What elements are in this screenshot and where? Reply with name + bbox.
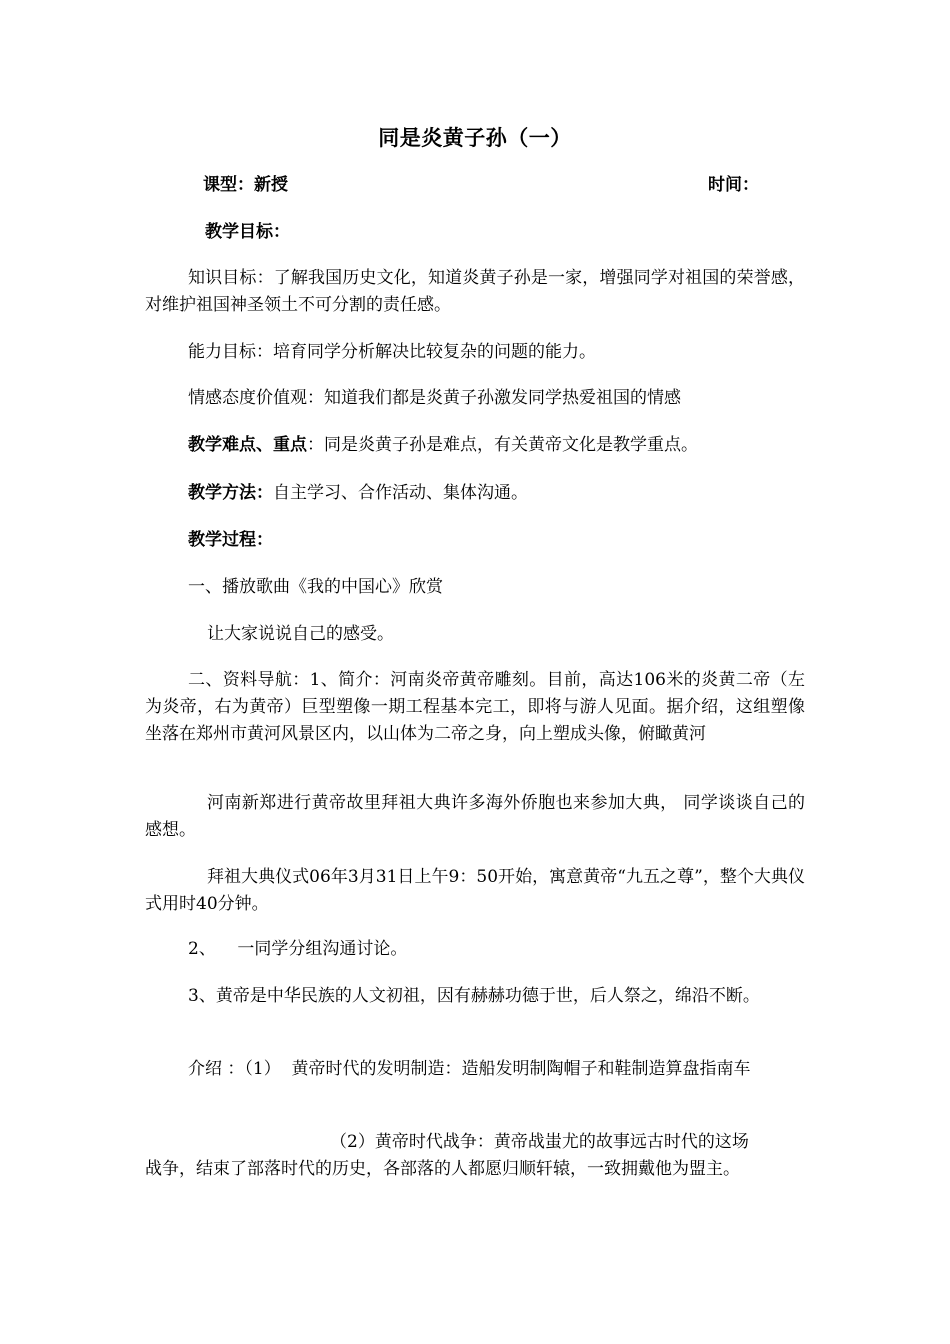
war-line-2: 战争，结束了部落时代的历史，各部落的人都愿归顺轩辕，一致拥戴他为盟主。 xyxy=(145,1159,740,1179)
document-title: 同是炎黄子孙（一） xyxy=(378,125,572,150)
objectives-heading: 教学目标： xyxy=(205,222,290,242)
difficulty-label: 教学难点、重点 xyxy=(188,435,307,455)
difficulty-paragraph xyxy=(188,432,698,459)
step-1-note: 让大家说说自己的感受。 xyxy=(207,624,394,644)
step-2-2: 2、 一同学分组沟通讨论。 xyxy=(188,939,408,959)
ability-goal: 能力目标：培育同学分析解决比较复杂的问题的能力。 xyxy=(188,342,596,362)
method-label: 教学方法： xyxy=(188,483,273,503)
course-type: 课型：新授 xyxy=(203,175,288,195)
process-heading: 教学过程： xyxy=(188,530,273,550)
step-2-ceremony-time-paragraph: 拜祖大典仪式06年3月31日上午9：50开始，寓意黄帝“九五之尊”，整个大典仪式用时40分钟。 xyxy=(145,867,805,914)
method-text: 自主学习、合作活动、集体沟通。 xyxy=(273,483,528,503)
step-1: 一、播放歌曲《我的中国心》欣赏 xyxy=(188,577,443,597)
intro-paragraph: 介绍 ：（1） 黄帝时代的发明制造：造船发明制陶帽子和鞋制造算盘指南车 xyxy=(188,1059,751,1079)
war-line-1: （2）黄帝时代战争：黄帝战蚩尤的故事远古时代的这场 xyxy=(330,1132,749,1152)
step-2-3-paragraph: 3、黄帝是中华民族的人文初祖，因有赫赫功德于世，后人祭之，绵沿不断。 xyxy=(188,986,760,1006)
method-paragraph xyxy=(188,480,528,507)
difficulty-text: ：同是炎黄子孙是难点，有关黄帝文化是教学重点。 xyxy=(307,435,698,455)
knowledge-goal: 知识目标：了解我国历史文化，知道炎黄子孙是一家，增强同学对祖国的荣誉感，对维护祖国神圣领土不可分割的责任感。 xyxy=(145,268,805,315)
time-label: 时间： xyxy=(708,175,759,195)
step-2-paragraph: 二、资料导航：1、简介：河南炎帝黄帝雕刻。目前，高达106米的炎黄二帝（左为炎帝，右为黄帝）巨型塑像一期工程基本完工，即将与游人见面。据介绍，这组塑像坐落在郑州市黄河风景区内，以山体为二帝之身，向上塑成头像，俯瞰黄河 xyxy=(145,670,805,744)
emotion-goal: 情感态度价值观：知道我们都是炎黄子孙激发同学热爱祖国的情感 xyxy=(188,388,681,408)
step-2-ceremony-paragraph: 河南新郑进行黄帝故里拜祖大典许多海外侨胞也来参加大典， 同学谈谈自己的感想。 xyxy=(145,793,805,840)
